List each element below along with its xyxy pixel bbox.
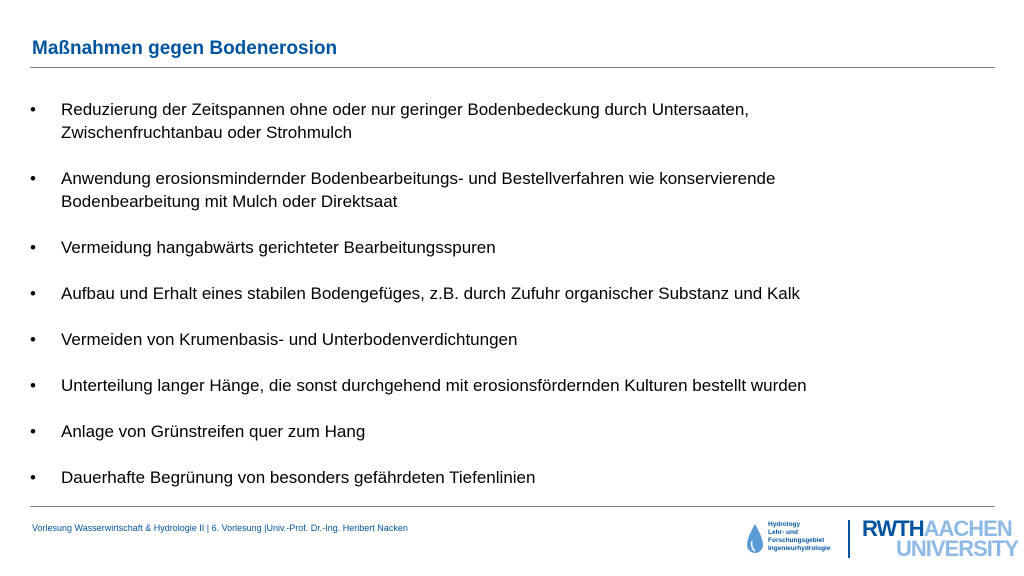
bullet-text: Aufbau und Erhalt eines stabilen Bodengefüges, z.B. durch Zufuhr organischer Substanz und Kalk [61, 284, 801, 303]
rwth-logo [862, 516, 1019, 561]
bullet-marker: • [30, 284, 36, 303]
bullet-text: Vermeiden von Krumenbasis- und Unterbodenverdichtungen [61, 330, 518, 349]
bullet-item [30, 98, 990, 144]
bullet-marker: • [30, 468, 36, 487]
bullet-text-line1: Reduzierung der Zeitspannen ohne oder nur geringer Bodenbedeckung durch Untersaaten, [61, 100, 750, 119]
footer-divider [30, 506, 995, 507]
bullet-marker: • [30, 169, 36, 188]
rwth-logo-part: UNIVERSITY [896, 536, 1019, 561]
bullet-text: Vermeidung hangabwärts gerichteter Bearbeitungsspuren [61, 238, 496, 257]
bullet-item [30, 236, 990, 259]
rwth-logo-part: AACHEN [923, 516, 1012, 541]
hydro-logo-line: Lehr- und [768, 529, 798, 536]
bullet-item [30, 420, 990, 443]
bullet-text-line1: Anwendung erosionsmindernder Bodenbearbeitungs- und Bestellverfahren wie konservierende [61, 169, 776, 188]
hydro-logo-line: Ingenieurhydrologie [768, 545, 831, 552]
bullet-marker: • [30, 330, 36, 349]
bullet-text: Anlage von Grünstreifen quer zum Hang [61, 422, 366, 441]
slide-title: Maßnahmen gegen Bodenerosion [32, 38, 338, 59]
bullet-item [30, 374, 990, 397]
bullet-marker: • [30, 376, 36, 395]
bullet-item [30, 167, 990, 213]
bullet-text-line2: Zwischenfruchtanbau oder Strohmulch [61, 123, 353, 142]
bullet-marker: • [30, 100, 36, 119]
bullet-text-line2: Bodenbearbeitung mit Mulch oder Direktsaat [61, 192, 398, 211]
bullet-marker: • [30, 422, 36, 441]
hydro-logo-line: Forschungsgebiet [768, 537, 825, 544]
hydro-logo-line: Hydrology [768, 521, 801, 528]
bullet-list [30, 98, 990, 512]
bullet-text: Unterteilung langer Hänge, die sonst durchgehend mit erosionsfördernden Kulturen bestellt wurden [61, 376, 807, 395]
bullet-marker: • [30, 238, 36, 257]
title-divider [30, 67, 995, 68]
logo-divider [848, 520, 850, 558]
bullet-text: Dauerhafte Begrünung von besonders gefährdeten Tiefenlinien [61, 468, 536, 487]
hydrology-logo [746, 521, 841, 561]
footer-text: Vorlesung Wasserwirtschaft & Hydrologie II | 6. Vorlesung |Univ.-Prof. Dr.-Ing. Heribert Nacken [32, 523, 408, 533]
bullet-item [30, 466, 990, 489]
rwth-logo-part: RWTH [862, 516, 924, 541]
bullet-item [30, 282, 990, 305]
water-drop-icon [746, 523, 764, 559]
bullet-item [30, 328, 990, 351]
